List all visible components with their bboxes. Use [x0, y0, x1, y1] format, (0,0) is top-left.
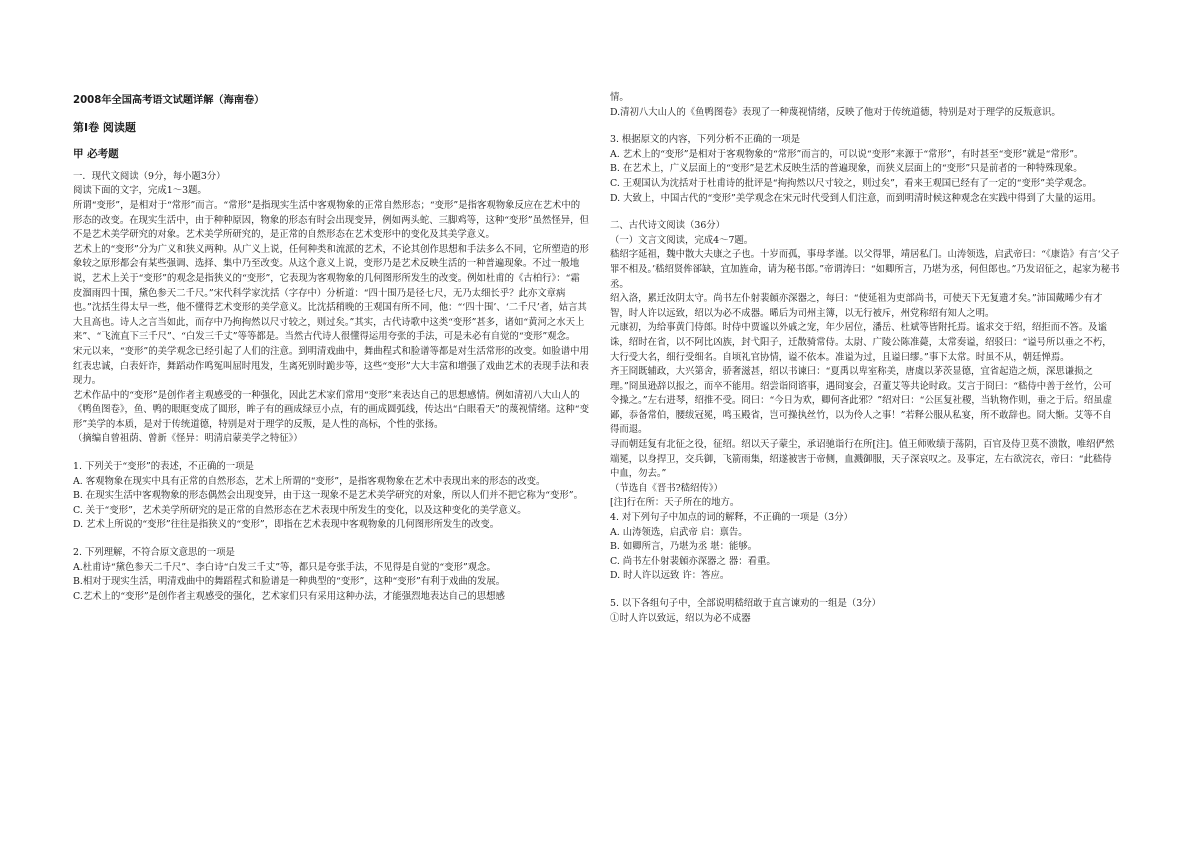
left-paragraph: B. 在现实生活中客观物象的形态偶然会出现变异，由于这一现象不是艺术美学研究的对象，所以人们并不把它称为“变形”。 [73, 490, 583, 502]
left-paragraph: B.相对于现实生活，明清戏曲中的舞蹈程式和脸谱是一种典型的“变形”，这种“变形”有利于戏曲的发展。 [73, 576, 506, 588]
right-paragraph: 5. 以下各组句子中，全部说明嵇绍敢于直言谏劝的一组是（3分） [610, 598, 882, 609]
right-paragraph: [注]行在所：天子所在的地方。 [610, 497, 740, 509]
right-paragraph: （节选自《晋书?嵇绍传》） [610, 482, 723, 494]
left-column [73, 86, 589, 604]
left-paragraph: 宋元以来，“变形”的美学观念已经引起了人们的注意。到明清戏曲中，舞曲程式和脸谱等都是对生活常形的改变。如脸谱中用红表忠诚，白表奸诈，舞蹈动作鸣冤叫屈时甩发，生离死别时跪步等，这些“变形”大大丰富和增强了戏曲艺术的表现手法和表现力。 [73, 345, 589, 387]
right-paragraph: 绍入洛，累迁汝阴太守。尚书左仆射裴頠亦深器之，每曰：“使延祖为吏部尚书，可使天下无复遗才矣。”沛国戴晞少有才智，时人许以远致，绍以为必不成器。晞后为司州主簿，以无行被斥，州党称绍有知人之明。 [610, 293, 1103, 319]
left-paragraph: 一．现代文阅读（9分，每小题3分） [73, 170, 226, 182]
left-paragraph: C. 关于“变形”，艺术美学所研究的是正常的自然形态在艺术表现中所发生的变化，以及这种变化的美学意义。 [73, 504, 527, 516]
right-paragraph: 齐王冏既辅政，大兴第舍，骄奢滋甚，绍以书谏曰：“夏禹以卑室称美，唐虞以茅茨显德，宜省起造之烦，深思谦损之理。”冏虽逊辞以报之，而卒不能用。绍尝诣冏谘事，遇冏宴会，召董艾等共论时政。艾言于冏曰：“嵇侍中善于丝竹，公可令操之。”左右进琴，绍推不受。冏曰：“今日为欢，卿何吝此邪？”绍对曰：“公匡复社稷，当轨物作则，垂之于后。绍虽虚鄙，忝备常伯，腰绂冠冕，鸣玉殿省，岂可操执丝竹，以为伶人之事！”若释公服从私宴，所不敢辞也。冏大惭。艾等不自得而退。 [610, 366, 1112, 436]
right-paragraph: 嵇绍字延祖，魏中散大夫康之子也。十岁而孤，事母孝谨。以父得罪，靖居私门。山涛领选，启武帝曰：“《康诰》有言‘父子罪不相及。’嵇绍贤侔郤缺，宜加旌命，请为秘书郎。”帝谓涛曰：“如卿所言，乃堪为丞，何但郎也。”乃发诏征之，起家为秘书丞。 [610, 249, 1120, 290]
right-paragraph: 元康初，为给事黄门侍郎。时侍中贾谧以外戚之宠，年少居位，潘岳、杜斌等皆附托焉。谧求交于绍，绍拒而不答。及谧诛，绍时在省，以不阿比凶族，封弋阳子，迁散骑常侍。太尉、广陵公陈准薨，太常奏谥，绍驳曰：“谥号所以垂之不朽，大行受大名，细行受细名。自顷礼官协情，谥不依本。准谥为过，且谥曰缪。”事下太常。时虽不从，朝廷惮焉。 [610, 322, 1112, 363]
left-paragraph: C.艺术上的“变形”是创作者主观感受的强化，艺术家们只有采用这种办法，才能强烈地表达自己的思想感 [73, 590, 505, 602]
right-paragraph: 寻而朝廷复有北征之役，征绍。绍以天子蒙尘，承诏驰诣行在所[注]。值王师败绩于荡阴，百官及侍卫莫不溃散，唯绍俨然端冕，以身捍卫，交兵御，飞箭雨集，绍遂被害于帝侧，血溅御服，天子深哀叹之。及事定，左右欲浣衣，帝曰：“此嵇侍中血，勿去。” [610, 439, 1115, 480]
left-paragraph: 艺术上的“变形”分为广义和狭义两种。从广义上说，任何种类和流派的艺术，不论其创作思想和手法多么不同，它所塑造的形象较之原形都会有某些强调、选择、集中乃至改变。从这个意义上说，变形乃是艺术反映生活的一种普遍现象。不过一般地说，艺术上关于“变形”的观念是指狭义的“变形”，它表现为客观物象的几何图形所发生的改变。例如杜甫的《古柏行》：“霜皮溜雨四十围，黛色参天二千尺。”宋代科学家沈括（字存中）分析道：“四十围乃是径七尺，无乃太细长乎？此亦文章病也。”沈括生得太早一些，他不懂得艺术变形的美学意义。比沈括稍晚的王观国有所不同，他：“‘四十围’、‘二千尺’者，姑言其大且高也。诗人之言当如此，而存中乃拘拘然以尺寸较之，则过矣。”其实，古代诗歌中这类“变形”甚多，诸如“黄河之水天上来”、“飞流直下三千尺”、“白发三千丈”等等都是。当然古代诗人很懂得运用夸张的手法，可是未必有自觉的“变形”观念。 [73, 243, 589, 343]
left-paragraph: 甲 必考题 [73, 148, 119, 161]
right-paragraph: B. 在艺术上，广义层面上的“变形”是艺术反映生活的普遍现象，而狭义层面上的“变形”只是前者的一种特殊现象。 [610, 163, 1083, 175]
right-paragraph: （一）文言文阅读，完成4～7题。 [610, 234, 754, 246]
right-paragraph: ①时人许以致远，绍以为必不成器 [610, 612, 751, 624]
left-paragraph: 第Ⅰ卷 阅读题 [73, 120, 136, 134]
right-paragraph: D. 时人许以远致 许：答应。 [610, 570, 730, 582]
left-paragraph: 2008年全国高考语文试题详解（海南卷） [73, 95, 265, 106]
left-paragraph: 2. 下列理解，不符合原文意思的一项是 [73, 547, 235, 559]
right-paragraph: 情。 [610, 92, 629, 103]
right-paragraph: A. 山涛领选，启武帝 启：禀告。 [610, 526, 748, 538]
right-paragraph: 4. 对下列句子中加点的词的解释，不正确的一项是（3分） [610, 512, 853, 524]
left-paragraph: 所谓“变形”，是相对于“常形”而言。“常形”是指现实生活中客观物象的正常自然形态；“变形”是指客观物象反应在艺术中的形态的改变。在现实生活中，由于种种原因，物象的形态有时会出现变异，例如两头蛇、三脚鸡等，这种“变形”虽然怪异，但不是艺术美学研究的对象。艺术美学所研究的，是正常的自然形态在艺术变形中的变化及其美学意义。 [73, 199, 589, 241]
left-paragraph: 艺术作品中的“变形”是创作者主观感受的一种强化，因此艺术家们常用“变形”来表达自己的思想感情。例如清初八大山人的《鸭鱼图卷》，鱼、鸭的眼眶变成了圆形，眸子有的画成绿豆小点，有的画成圆弧线，传达出“白眼看天”的蔑视情绪。这种“变形”美学的本质，是对于传统道德，特别是对于理学的反叛，是人性的高标，个性的张扬。 [73, 389, 589, 430]
right-paragraph: 二、古代诗文阅读（36分） [610, 220, 726, 232]
right-paragraph: C. 尚书左仆射裴頠亦深器之 器：看重。 [610, 555, 776, 567]
right-column [610, 91, 1120, 626]
right-paragraph: 3. 根据原文的内容，下列分析不正确的一项是 [610, 134, 801, 146]
left-paragraph: 1. 下列关于“变形”的表述，不正确的一项是 [73, 461, 254, 473]
left-paragraph: 阅读下面的文字，完成1～3题。 [73, 185, 207, 197]
right-paragraph: D.清初八大山人的《鱼鸭图卷》表现了一种蔑视情绪，反映了他对于传统道德，特别是对于理学的反叛意识。 [610, 106, 1061, 118]
left-paragraph: A.杜甫诗“黛色参天二千尺”、李白诗“白发三千丈”等，都只是夸张手法，不见得是自觉的“变形”观念。 [73, 561, 496, 573]
right-paragraph: B. 如卿所言，乃堪为丞 堪：能够。 [610, 541, 758, 553]
right-paragraph: A. 艺术上的“变形”是相对于客观物象的“常形”而言的，可以说“变形”来源于“常形”，有时甚至“变形”就是“常形”。 [610, 148, 1084, 160]
right-paragraph: C. 王观国认为沈括对于杜甫诗的批评是“拘拘然以尺寸较之，则过矣”，看来王观国已经有了一定的“变形”美学观念。 [610, 177, 1092, 189]
left-paragraph: D. 艺术上所说的“变形”往往是指狭义的“变形”，即指在艺术表现中客观物象的几何图形所发生的改变。 [73, 519, 500, 531]
left-paragraph: A. 客观物象在现实中具有正常的自然形态，艺术上所谓的“变形”，是指客观物象在艺术中表现出来的形态的改变。 [73, 475, 546, 487]
left-paragraph: （摘编自曾祖荫、曾新《怪异：明清启蒙美学之特征》） [73, 433, 303, 445]
right-paragraph: D. 大致上，中国古代的“变形”美学观念在宋元时代受到人们注意，而到明清时候这种观念在实践中得到了大量的运用。 [610, 192, 1102, 204]
